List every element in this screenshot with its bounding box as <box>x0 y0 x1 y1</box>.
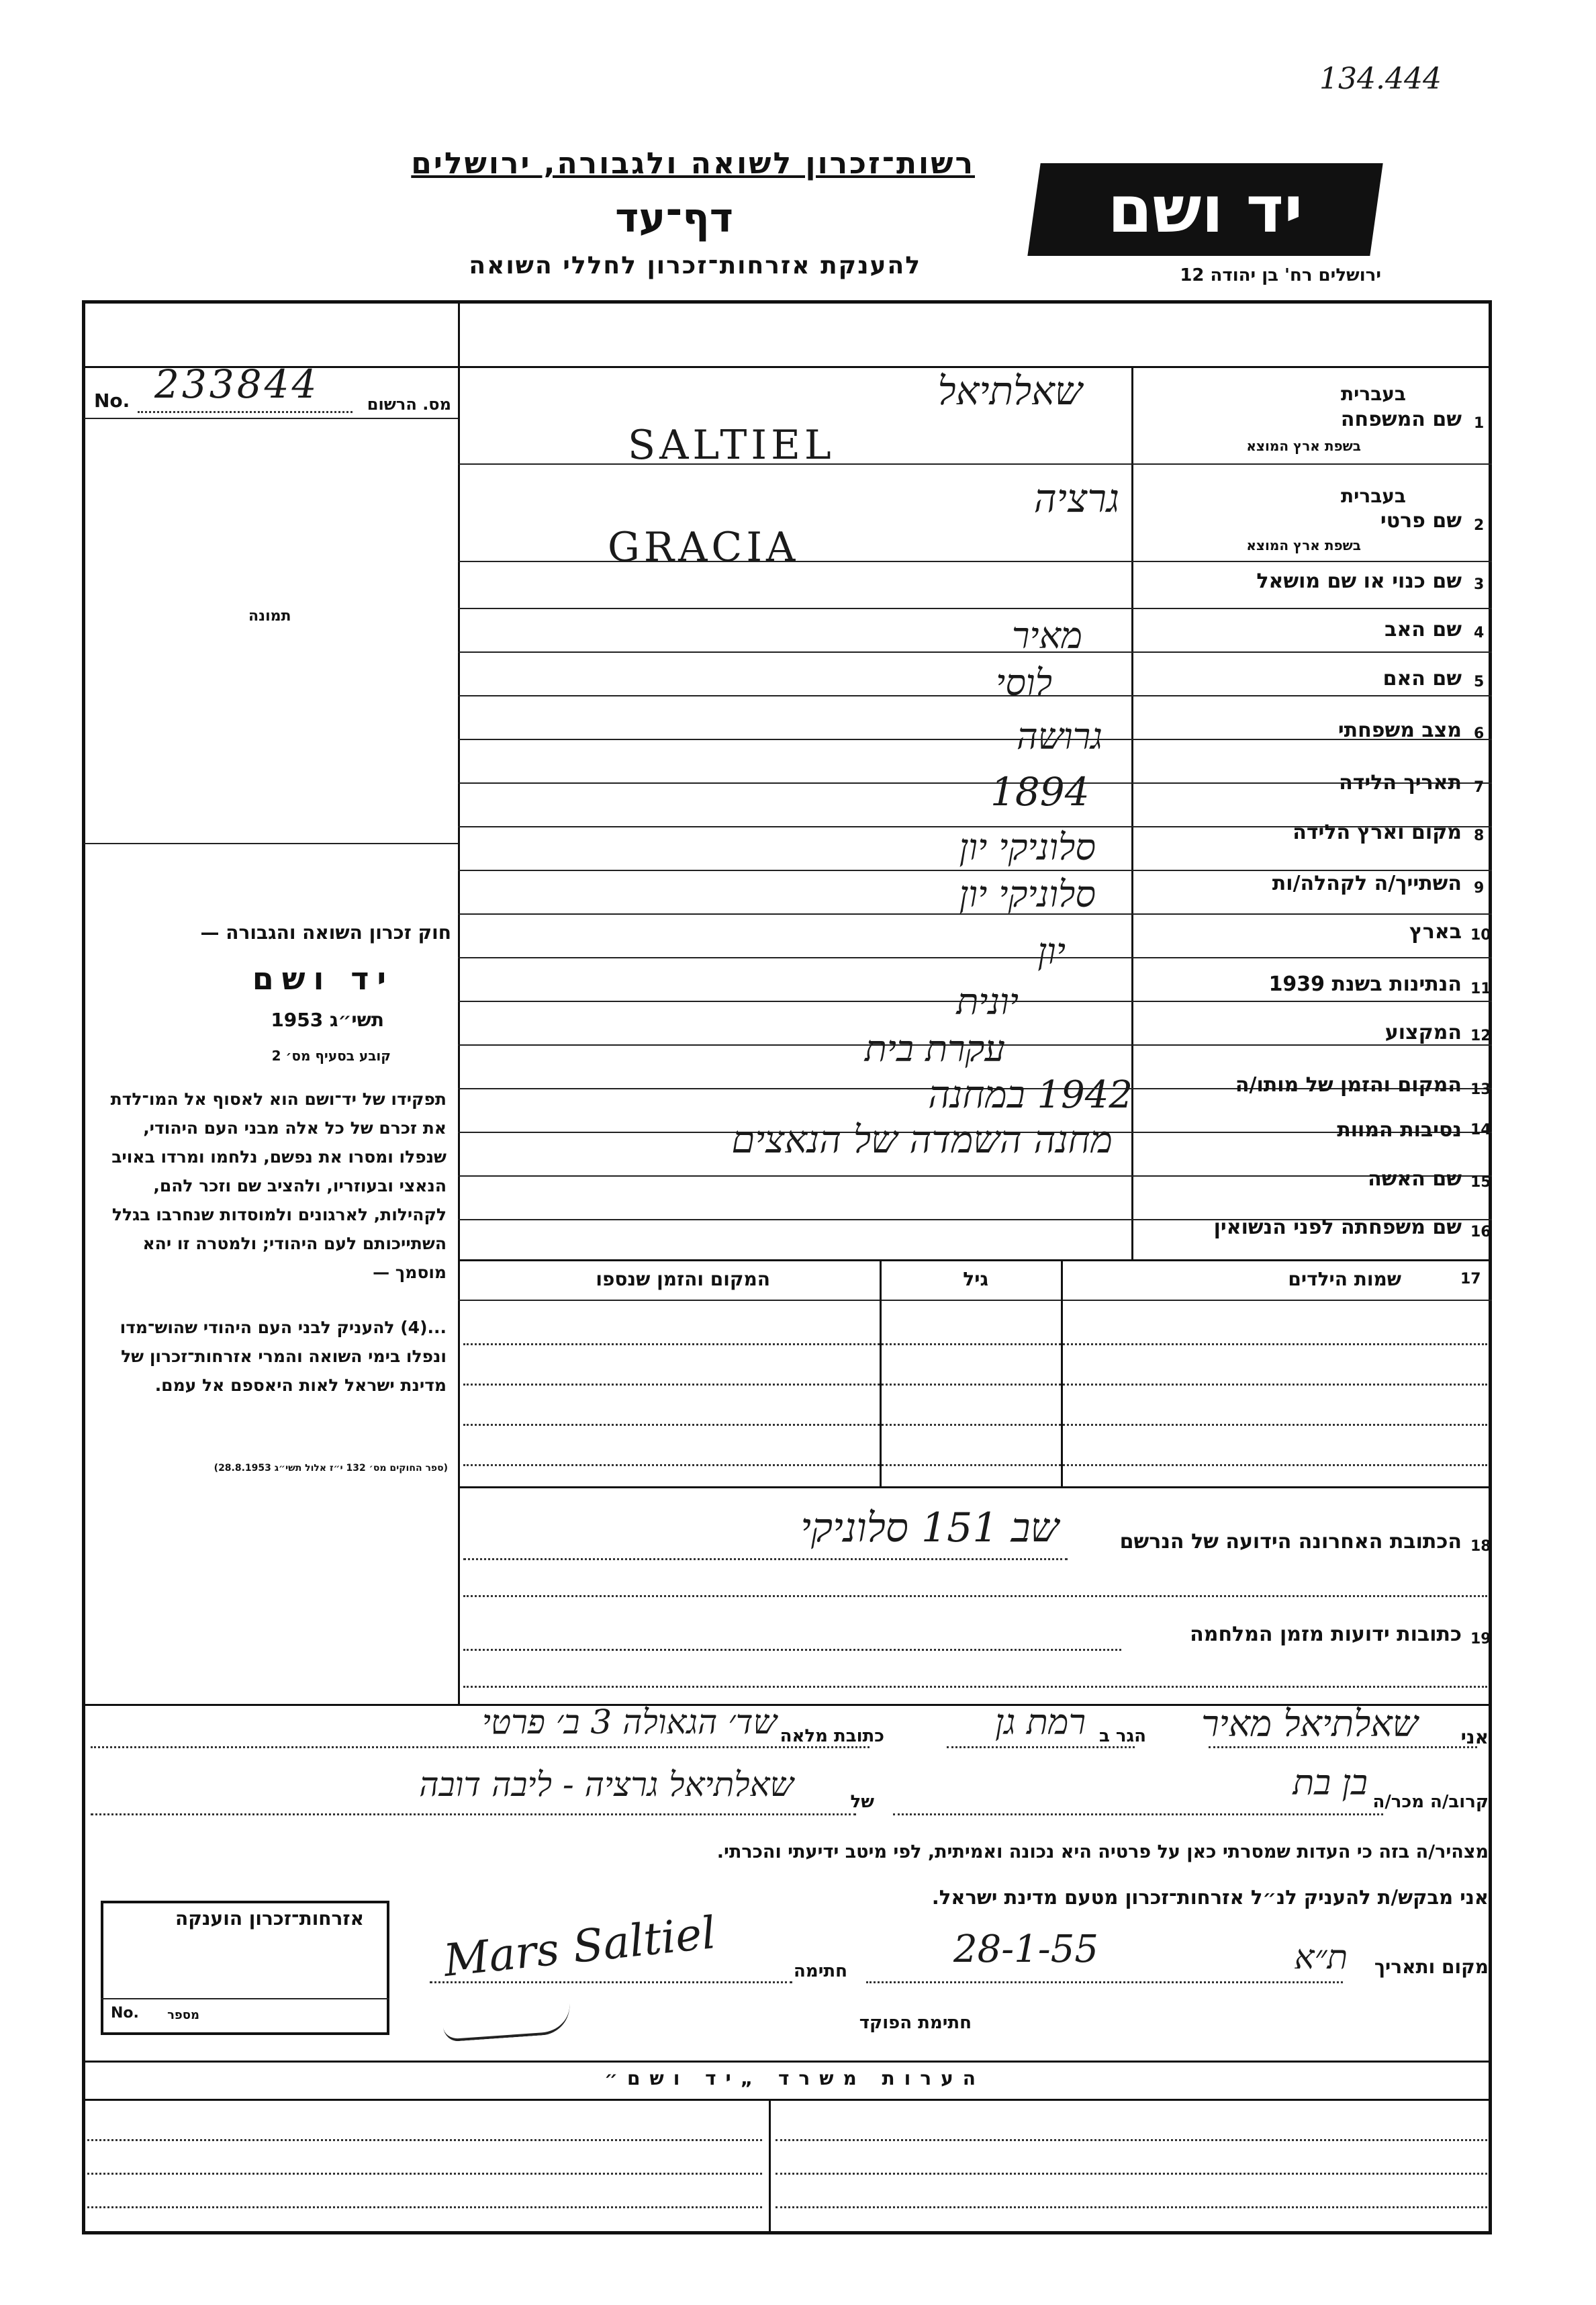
field-number: 16 <box>1470 1224 1491 1240</box>
law-title: חוק זכרון השואה והגבורה — <box>200 921 451 944</box>
value-father: מאיר <box>1011 615 1082 657</box>
value-death-place-time: 1942 במחנה <box>928 1073 1133 1117</box>
children-col-place: המקום והזמן שנספו <box>596 1268 770 1290</box>
field-label-mother: שם האם <box>1382 667 1462 690</box>
place-value: ת״א <box>1294 1938 1348 1977</box>
value-country: יון <box>1037 930 1066 973</box>
declaration-i-label: אני <box>1460 1726 1489 1748</box>
field-label-nationality: הנתינות בשנת 1939 <box>1268 973 1462 996</box>
field-number: 12 <box>1470 1028 1491 1044</box>
field-label-birth-date: תאריך הלידה <box>1339 771 1462 795</box>
field-number: 6 <box>1474 725 1485 742</box>
value-profession: עקרת בית <box>864 1028 1005 1070</box>
field-label-father: שם האב <box>1384 618 1462 641</box>
hebrew-label-2: בעברית <box>1340 485 1406 507</box>
place-date-label: מקום ותאריך <box>1374 1956 1489 1978</box>
law-year: תשי״ג 1953 <box>271 1009 384 1031</box>
field-label-wife-name: שם האשה <box>1368 1167 1462 1191</box>
field-number: 4 <box>1474 625 1485 641</box>
photo-label: תמונה <box>248 608 291 625</box>
last-address-value: שב 151 סלוניקי <box>800 1504 1059 1551</box>
field-number: 1 <box>1474 415 1485 432</box>
field-label-birth-place: מקום וארץ הלידה <box>1293 821 1462 844</box>
value-birth-date: 1894 <box>990 769 1090 815</box>
field-label-surname: שם המשפחה <box>1340 408 1462 431</box>
origin-label-2: בשפת ארץ המוצא <box>1246 537 1361 553</box>
yad-vashem-logo <box>1027 163 1382 256</box>
value-birth-place: סלוניקי יון <box>959 826 1096 868</box>
value-mother: לוסי <box>996 662 1052 704</box>
value-firstname-hebrew: גרציה <box>1033 476 1119 521</box>
field-label-firstname: שם פרטי <box>1380 509 1462 533</box>
value-firstname-latin: GRACIA <box>608 524 800 571</box>
of-label: של <box>850 1792 874 1812</box>
children-col-names: שמות הילדים <box>1288 1268 1401 1290</box>
declarant-full-address: שד׳ הגאולה 3 ב׳ פרטי <box>481 1703 777 1742</box>
field-number: 2 <box>1474 517 1485 534</box>
office-notes-title: הערות משרד „יד ושם״ <box>604 2067 985 2089</box>
declaration-full-address-label: כתובת מלאה <box>780 1726 884 1746</box>
registration-label: מס. הרשום <box>367 395 451 414</box>
archive-number: 134.444 <box>1319 62 1442 96</box>
value-nationality: יונית <box>956 981 1019 1023</box>
field-label-profession: המקצוע <box>1384 1021 1462 1044</box>
law-text-2: ...(4) להעניק לבני העם היהודי שהוש־מדו ונפלו בימי השואה והמרי אזרחות־זכרון של מדינת ישראל לאות היאספם אל עמם. <box>120 1318 447 1395</box>
law-citation: (ספר החוקים מס׳ 132 י״ז אלול תשי״ג 28.8.1953) <box>214 1463 448 1474</box>
relative-label: קרוב/ה מכר/ה <box>1372 1792 1489 1812</box>
signature-label: חתימה <box>794 1961 847 1981</box>
hebrew-label-1: בעברית <box>1340 383 1406 405</box>
signature: Mars Saltiel <box>441 1906 718 1987</box>
field-number: 9 <box>1474 880 1485 897</box>
declaration-lives-label: הגר ב <box>1098 1726 1146 1746</box>
value-family-status: גרושה <box>1016 715 1102 758</box>
war-addresses-label: כתובות ידועות מזמן המלחמה <box>1190 1623 1462 1646</box>
citizenship-no-label: No. <box>111 2005 139 2022</box>
relation-value: בן בת <box>1293 1763 1368 1803</box>
field-number: 11 <box>1470 981 1491 997</box>
officer-signature-label: חתימת הפוקד <box>859 2013 972 2033</box>
field-label-country: בארץ <box>1409 920 1462 944</box>
field-number: 17 <box>1460 1271 1481 1287</box>
declaration-request: אני מבקש/ת להעניק לנ״ל אזרחות־זכרון מטעם מדינת ישראל. <box>931 1886 1489 1909</box>
field-number: 7 <box>1474 779 1485 796</box>
citizenship-number-label: מספר <box>167 2008 199 2022</box>
declarant-name: שאלתיאל מאיר <box>1201 1703 1418 1745</box>
declaration-statement: מצהיר/ה בזה כי העדות שמסרתי כאן על פרטיה היא נכונה ואמיתית, לפי מיטב ידיעתי והכרתי. <box>716 1842 1489 1862</box>
relative-name: שאלתיאל גרציה - ליבה דובה <box>419 1765 794 1804</box>
value-death-circumstances: מחנה השמדה של הנאצים <box>731 1118 1113 1162</box>
form-subtitle: להענקת אזרחות־זכרון לחללי השואה <box>469 252 921 279</box>
children-col-age: גיל <box>963 1268 988 1290</box>
field-number: 19 <box>1470 1631 1491 1647</box>
logo-text: יד ושם <box>1107 172 1303 247</box>
authority-title: רשות־זכרון לשואה ולגבורה, ירושלים <box>411 146 975 181</box>
logo-address: ירושלים רח' בן יהודה 12 <box>1180 265 1381 285</box>
declarant-city: רמת גן <box>994 1703 1086 1743</box>
law-name: יד ושם <box>252 960 394 997</box>
field-number: 13 <box>1470 1081 1491 1098</box>
field-number: 18 <box>1470 1538 1491 1555</box>
field-number: 3 <box>1474 576 1485 593</box>
field-label-death-circumstances: נסיבות המוות <box>1337 1118 1462 1142</box>
value-surname-hebrew: שאלתיאל <box>937 368 1082 414</box>
date-value: 28-1-55 <box>953 1928 1098 1971</box>
registration-no-label: No. <box>94 390 130 412</box>
field-number: 15 <box>1470 1174 1491 1191</box>
citizenship-box-title: אזרחות־זכרון הוענקה <box>175 1907 364 1930</box>
field-label-community: השתייך/ה לקהלה/ות <box>1272 872 1462 895</box>
field-label-death-place-time: המקום והזמן של מותו/ה <box>1235 1073 1462 1097</box>
field-label-maiden-name: שם משפחתה לפני הנשואין <box>1213 1216 1462 1239</box>
value-surname-latin: SALTIEL <box>628 422 835 469</box>
field-label-family-status: מצב משפחתי <box>1337 719 1462 742</box>
field-number: 14 <box>1470 1122 1491 1138</box>
value-community: סלוניקי יון <box>959 873 1096 915</box>
field-number: 10 <box>1470 927 1491 944</box>
registration-number: 233844 <box>154 361 320 407</box>
form-title: דף־עד <box>615 195 733 242</box>
field-label-nickname: שם כנוי או שם מושאל <box>1256 570 1462 593</box>
field-number: 8 <box>1474 827 1485 844</box>
origin-label-1: בשפת ארץ המוצא <box>1246 438 1361 454</box>
field-number: 5 <box>1474 674 1485 690</box>
law-section: קובע בסעיף מס׳ 2 <box>271 1048 391 1064</box>
last-address-label: הכתובת האחרונה הידועה של הנרשם <box>1119 1530 1462 1553</box>
law-text-1: תפקידו של יד־ושם הוא לאסוף אל המו־לדת את זכרם של כל אלה מבני העם היהודי, שנפלו ומסרו את נפשם, נלחמו ומרדו באויב הנאצי ובעוזריו, ולהציב שם וזכר להם, לקהילות, לארגונים ולמוסדות שנחרבו בגלל השתייכותם לעם היהודי; ולמטרה זו יהא מוסמך — <box>110 1089 447 1282</box>
